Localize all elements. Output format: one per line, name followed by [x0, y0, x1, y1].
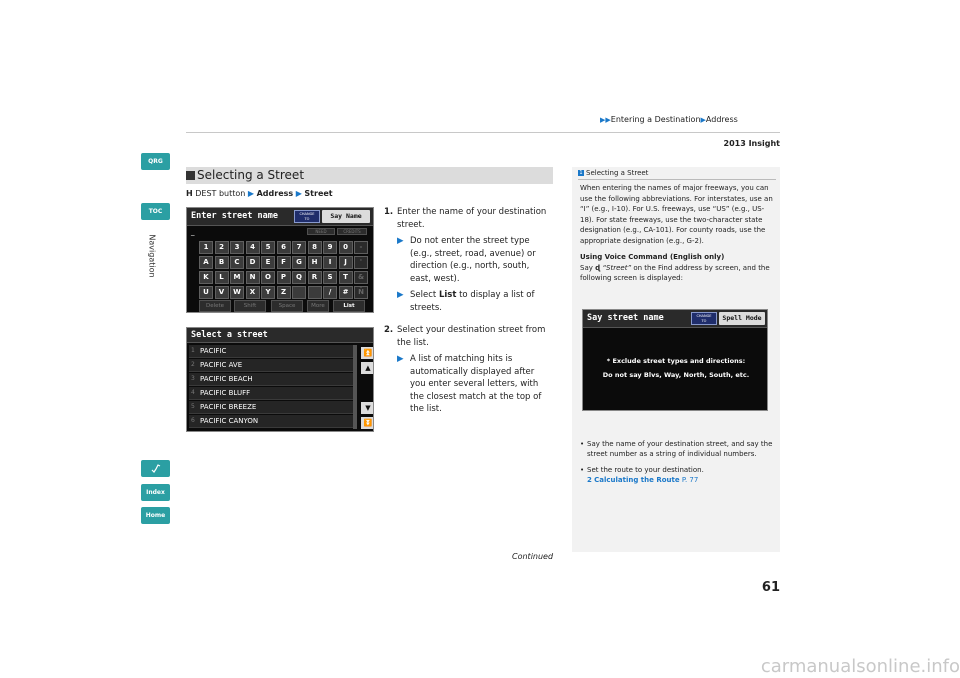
talk-icon: ɖ — [595, 263, 601, 272]
credits-tab[interactable]: CREDITS — [337, 228, 367, 235]
arrow-icon: ▶ — [397, 354, 404, 364]
scroll-down-icon[interactable]: ▼ — [361, 402, 374, 414]
keyboard-key[interactable]: X — [246, 286, 260, 299]
keyboard-key[interactable]: 7 — [292, 241, 306, 254]
breadcrumb-item[interactable]: Entering a Destination — [610, 115, 701, 124]
keyboard-key[interactable]: 0 — [339, 241, 353, 254]
note-rule — [578, 179, 776, 180]
voice-icon — [151, 463, 161, 473]
keyboard-key[interactable]: 1 — [199, 241, 213, 254]
note-body — [580, 183, 776, 486]
voice-text: Say ɖ “Street” on the Find address by screen, and the following screen is displayed: — [580, 263, 770, 282]
keyboard-key[interactable]: S — [323, 271, 337, 284]
keyboard-key[interactable]: A — [199, 256, 213, 269]
watermark: carmanualsonline.info — [760, 656, 960, 677]
note-heading: 1 Selecting a Street — [579, 169, 649, 177]
arrow-icon: ▶ — [397, 236, 404, 246]
page-number: 61 — [761, 580, 780, 595]
keyboard-key[interactable]: Ñ — [354, 286, 368, 299]
link-page[interactable]: P. 77 — [681, 476, 699, 484]
keyboard-key[interactable]: H — [308, 256, 322, 269]
note-bullet: • Set the route to your destination. 2 Calculating the Route P. 77 — [580, 465, 776, 486]
keyboard-key[interactable]: 5 — [261, 241, 275, 254]
keyboard-key[interactable]: E — [261, 256, 275, 269]
keyboard-key[interactable]: L — [215, 271, 229, 284]
note-bullet: • Say the name of your destination street, and say the street number as a string of individual numbers. — [580, 439, 776, 460]
keyboard-key[interactable]: 2 — [215, 241, 229, 254]
delete-key[interactable]: Delete — [199, 300, 231, 312]
arrow-icon: ▶ — [295, 189, 302, 198]
screen-title: Enter street name — [191, 211, 278, 221]
keyboard-key[interactable]: F — [277, 256, 291, 269]
keyboard-key[interactable]: & — [354, 271, 368, 284]
path-dest: DEST button — [195, 189, 246, 198]
note-paragraph: When entering the names of major freeways, you can use the following abbreviations. For interstates, use an “I” (e.g., I-10). For U.S. freeways, use “US” (e.g., US-18). For state freeways, use the two-character state designation (e.g., CA-101). For county roads, use the appropriate designation (e.g., G-2). — [580, 184, 773, 245]
arrow-icon: ▶ — [397, 290, 404, 300]
screen-title: Say street name — [587, 313, 664, 323]
step-2: 2. Select your destination street from the list. ▶ A list of matching hits is automatically displayed after you enter several letters, with the closest match at the top of the list. — [384, 325, 546, 414]
qrg-tab[interactable]: QRG — [141, 153, 170, 170]
path-street: Street — [304, 189, 333, 198]
model-label: 2013 Insight — [723, 139, 780, 148]
keyboard-key[interactable]: M — [230, 271, 244, 284]
say-street-screen — [582, 309, 768, 411]
list-item[interactable]: 1 PACIFIC — [189, 345, 353, 358]
enter-street-screen — [186, 207, 374, 313]
keyboard-key[interactable]: K — [199, 271, 213, 284]
keyboard-key[interactable]: D — [246, 256, 260, 269]
list-item[interactable]: 6 PACIFIC CANYON — [189, 415, 353, 428]
section-side-label: Navigation — [147, 234, 157, 278]
arrow-icon: ▶ — [247, 189, 255, 198]
arrow-icon: ▶ — [700, 116, 706, 124]
change-to-button[interactable]: CHANGE TO — [294, 210, 320, 223]
keyboard-key[interactable]: Y — [261, 286, 275, 299]
keyboard-key[interactable]: W — [230, 286, 244, 299]
menu-path — [186, 189, 333, 198]
page-up-icon[interactable]: ⏫ — [361, 347, 374, 359]
keyboard-key[interactable]: 4 — [246, 241, 260, 254]
keyboard-key[interactable]: V — [215, 286, 229, 299]
breadcrumb-item[interactable]: Address — [705, 115, 738, 124]
keyboard-key[interactable]: - — [354, 241, 368, 254]
keyboard-key[interactable]: 3 — [230, 241, 244, 254]
square-icon — [186, 171, 195, 180]
path-address: Address — [256, 189, 294, 198]
keyboard-key[interactable]: J — [339, 256, 353, 269]
index-tab[interactable]: Index — [141, 484, 170, 501]
screen-title: Select a street — [191, 330, 268, 340]
space-key[interactable]: Space — [271, 300, 303, 312]
side-note — [572, 167, 780, 552]
screen-header — [583, 310, 768, 328]
keyboard-key[interactable]: # — [339, 286, 353, 299]
keyboard-key[interactable]: N — [246, 271, 260, 284]
keyboard-key[interactable]: B — [215, 256, 229, 269]
note-icon: 1 — [579, 170, 583, 176]
screen-header — [187, 208, 374, 226]
list-key[interactable]: List — [333, 300, 365, 312]
say-name-button[interactable]: Say Name — [322, 210, 370, 223]
toc-tab[interactable]: TOC — [141, 203, 170, 220]
need-tab[interactable]: NEED — [307, 228, 335, 235]
keyboard-key[interactable]: O — [261, 271, 275, 284]
keyboard-key[interactable]: C — [230, 256, 244, 269]
shift-key[interactable]: Shift — [234, 300, 266, 312]
keyboard-key[interactable]: U — [199, 286, 213, 299]
keyboard-key[interactable]: R — [308, 271, 322, 284]
header-rule — [186, 132, 780, 133]
breadcrumb — [600, 115, 738, 124]
scrollbar[interactable] — [353, 345, 357, 429]
section-title: Selecting a Street — [197, 168, 305, 182]
keyboard-key[interactable]: T — [339, 271, 353, 284]
scroll-up-icon[interactable]: ▲ — [361, 362, 374, 374]
keyboard-key[interactable]: 8 — [308, 241, 322, 254]
voice-title: Using Voice Command (English only) — [580, 253, 725, 261]
screen-header — [187, 328, 374, 343]
page-down-icon[interactable]: ⏬ — [361, 417, 374, 429]
calculating-route-link[interactable]: Calculating the Route — [594, 476, 680, 484]
home-tab[interactable]: Home — [141, 507, 170, 524]
arrow-icon: ▶▶ — [600, 116, 611, 124]
keyboard-key[interactable]: Z — [277, 286, 291, 299]
keyboard-key[interactable]: 6 — [277, 241, 291, 254]
continued-label: Continued — [512, 552, 554, 561]
keyboard-key[interactable]: I — [323, 256, 337, 269]
keyboard-key[interactable]: P — [277, 271, 291, 284]
keyboard-key[interactable]: / — [323, 286, 337, 299]
keyboard-key[interactable]: Q — [292, 271, 306, 284]
instruction-steps — [384, 206, 552, 422]
keyboard-key[interactable] — [308, 286, 322, 299]
step-1: 1. Enter the name of your destination street. ▶ Do not enter the street type (e.g., street, road, avenue) or direction (e.g., north, south, east, west). ▶ Select List to display a list of streets. — [384, 207, 547, 313]
dest-h-icon: H — [186, 189, 193, 198]
more-key[interactable]: More — [307, 300, 329, 312]
screen-message: * Exclude street types and directions: — [606, 357, 746, 365]
change-to-button[interactable]: CHANGE TO — [691, 312, 717, 325]
keyboard-key[interactable] — [292, 286, 306, 299]
section-header — [186, 167, 553, 184]
keyboard-key[interactable]: ' — [354, 256, 368, 269]
list-item[interactable]: 3 PACIFIC BEACH — [189, 373, 353, 386]
screen-message: Do not say Blvs, Way, North, South, etc. — [602, 371, 750, 379]
text-cursor: _ — [191, 228, 195, 236]
list-item[interactable]: 2 PACIFIC AVE — [189, 359, 353, 372]
keyboard-key[interactable]: 9 — [323, 241, 337, 254]
list-item[interactable]: 4 PACIFIC BLUFF — [189, 387, 353, 400]
keyboard-key[interactable]: G — [292, 256, 306, 269]
select-street-screen — [186, 327, 374, 432]
list-item[interactable]: 5 PACIFIC BREEZE — [189, 401, 353, 414]
link-arrow-icon: 2 — [587, 476, 592, 484]
spell-mode-button[interactable]: Spell Mode — [719, 312, 765, 325]
voice-tab[interactable] — [141, 460, 170, 477]
